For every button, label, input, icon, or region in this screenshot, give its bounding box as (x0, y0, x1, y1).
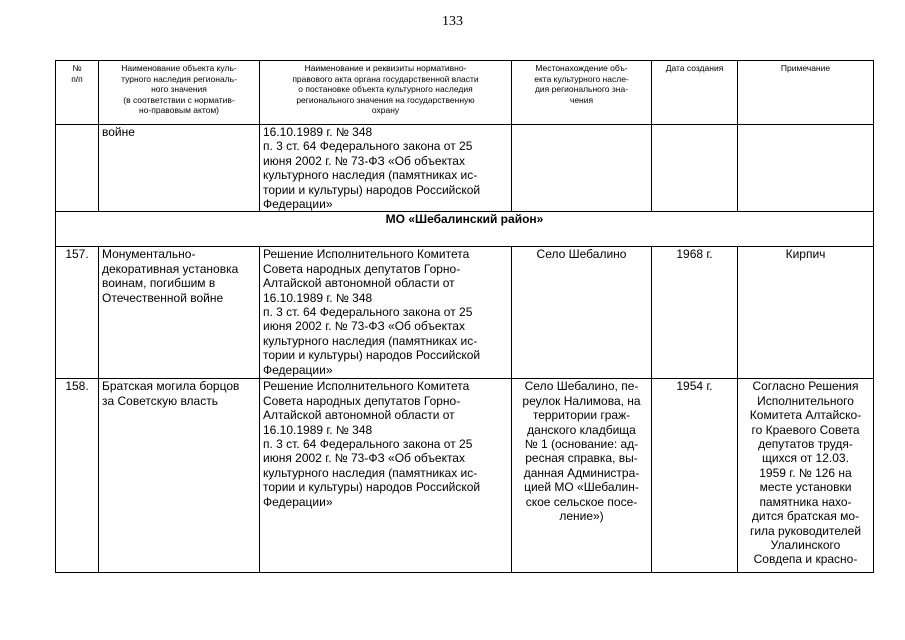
cell-object-name: войне (99, 125, 260, 212)
table-row-continuation (56, 125, 874, 212)
cell-location: Село Шебалино, пе- реулок Налимова, на территории граж- данского кладбища № 1 (основание: ад- ресная справка, вы- данная Администра- цией МО «Шебалин- ское сельское посе- ление») (512, 379, 652, 573)
cell-location: Село Шебалино (512, 247, 652, 379)
cell-legal-act: Решение Исполнительного Комитета Совета народных депутатов Горно- Алтайской автономной области от 16.10.1989 г. № 348 п. 3 ст. 64 Федерального закона от 25 июня 2002 г. № 73-ФЗ «Об объектах культурного наследия (памятниках ис- тории и культуры) народов Российской Федерации» (260, 247, 512, 379)
cell-note: Согласно Решения Исполнительного Комитета Алтайско- го Краевого Совета депутатов трудя- щихся от 12.03. 1959 г. № 126 на месте установки памятника нахо- дится братская мо- гила руководителей Улалинского Совдепа и красно- (738, 379, 874, 573)
cell-creation-date (652, 125, 738, 212)
table-row (56, 379, 874, 573)
cell-object-name: Монументально- декоративная установка воинам, погибшим в Отечественной войне (99, 247, 260, 379)
header-creation-date: Дата создания (652, 61, 738, 125)
header-number: № п/п (56, 61, 99, 125)
cell-note (738, 125, 874, 212)
cell-legal-act: Решение Исполнительного Комитета Совета народных депутатов Горно- Алтайской автономной области от 16.10.1989 г. № 348 п. 3 ст. 64 Федерального закона от 25 июня 2002 г. № 73-ФЗ «Об объектах культурного наследия (памятниках ис- тории и культуры) народов Российской Федерации» (260, 379, 512, 573)
cell-number: 158. (56, 379, 99, 573)
cell-object-name: Братская могила борцов за Советскую власть (99, 379, 260, 573)
cell-legal-act: 16.10.1989 г. № 348 п. 3 ст. 64 Федерального закона от 25 июня 2002 г. № 73-ФЗ «Об объектах культурного наследия (памятниках ис- тории и культуры) народов Российской Федерации» (260, 125, 512, 212)
header-object-name: Наименование объекта куль- турного наследия региональ- ного значения (в соответствии с норматив- но-правовым актом) (99, 61, 260, 125)
cell-creation-date: 1968 г. (652, 247, 738, 379)
cell-number: 157. (56, 247, 99, 379)
section-title: МО «Шебалинский район» (56, 212, 874, 247)
cell-number (56, 125, 99, 212)
heritage-table (55, 60, 874, 573)
cell-note: Кирпич (738, 247, 874, 379)
section-row (56, 212, 874, 247)
page-number: 133 (442, 14, 463, 29)
header-legal-act: Наименование и реквизиты нормативно- правового акта органа государственной власти о постановке объекта культурного наследия регионального значения на государственную охрану (260, 61, 512, 125)
cell-location (512, 125, 652, 212)
table-row (56, 247, 874, 379)
header-location: Местонахождение объ- екта культурного насле- дия регионального зна- чения (512, 61, 652, 125)
header-note: Примечание (738, 61, 874, 125)
table-header-row (56, 61, 874, 125)
cell-creation-date: 1954 г. (652, 379, 738, 573)
